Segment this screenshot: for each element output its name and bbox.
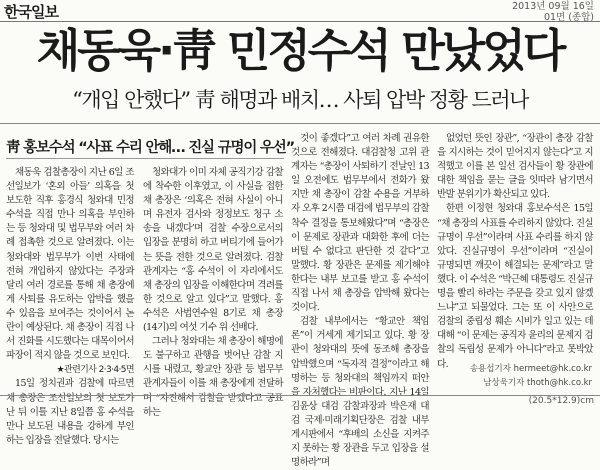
sidebar-divider xyxy=(6,158,284,159)
article-paragraph: 검찰 내부에서는 “황교안 책임론”이 거세게 제기되고 있다. 황 장관이 청와대의 뜻에 동조해 총장을 압박했으며 “독자적 결정”이라고 해명하는 등 청와대의 책임까지 떠안을 자처했다는 비판이다. 지난 14일 김윤상 대검 감찰과장과 박은재 대검 국제·미래기획단장은 검찰 내부게시판에서 “후배의 소신을 지켜주지 못하는 황 장관을 두고 입장을 설명하라”며 xyxy=(291,316,429,469)
clipping-size-note: (20.5*12.9)cm xyxy=(528,396,594,406)
reporter-credit: 송용섭기자 hermeet@hk.co.kr xyxy=(469,364,592,374)
article-paragraph: 한편 이정현 청와대 홍보수석은 15일 “채 총장의 사표를 수리하지 않았다. 진실 규명이 우선”이라며 사표 수리를 하지 않았다. 진실규명이 우선”이라며 “진실이 규명되면 깨끗이 해결되는 문제”라고 말했다. 이 수석은 “박근혜 대통령도 진실규명을 빨리 하라는 주문을 갖고 있지 않겠느냐”고 되물었다. 그는 또 이 사안으로 검찰의 중립성 훼손 시비가 일고 있는 데 대해 “이 문제는 공직자 윤리의 문제지 검찰의 독립성 문제가 아니다”라고 못박았다. xyxy=(437,203,594,370)
headline: 채동욱·靑 민정수석 만났었다 xyxy=(36,24,564,77)
page-number: 01면 (종합) xyxy=(543,12,594,23)
subheadline: “개입 안했다” 靑 해명과 배치… 사퇴 압박 정황 드러나 xyxy=(72,88,528,112)
article-column-3 xyxy=(291,132,429,469)
issue-date: 2013년 09월 16일 xyxy=(512,1,594,12)
newspaper-masthead: 한국일보 xyxy=(4,3,58,21)
star-icon: ★ xyxy=(56,365,64,376)
top-divider xyxy=(0,21,600,22)
article-paragraph: 15일 정치권과 검찰에 따르면 채 총장은 조선일보의 첫 보도가 난 뒤 이틀 지난 8일쯤 홍 수석을 만나 보도된 내용을 강하게 부인하는 입장을 전달했다. 당시는 xyxy=(6,378,134,446)
headline-divider xyxy=(0,123,600,124)
article-column-2 xyxy=(143,166,283,418)
article-column-1 xyxy=(6,166,134,446)
article-paragraph: 채동욱 검찰총장이 지난 6일 조선일보가 ‘혼외 아들’ 의혹을 첫 보도한 직후 홍경식 청와대 민정수석을 직접 만나 의혹을 부인하는 등 청와대 및 법무부와 여러 차례 접촉한 것으로 알려졌다. 이는 청와대와 법무부가 이번 사태에 전혀 개입하지 않았다는 주장과 달리 여러 경로를 통해 채 총장에게 사퇴를 유도하는 압박을 했을 수 있음을 보여주는 것이어서 논란이 예상된다. 채 총장이 직접 나서 진화를 시도했다는 대목이어서 파장이 적지 않을 것으로 보인다. xyxy=(6,167,134,362)
article-paragraph: 것이 좋겠다”고 여러 차례 권유한 것으로 전해졌다. 대검찰청 고위 관계자는 “총장이 사퇴하기 전날인 13일 오전에도 법무부에서 전화가 왔지만 채 총장이 감찰 수용을 거부하자 오후 2시쯤 대검에 법무부의 감찰 착수 결정을 통보해왔다”며 “총장은 이 문제로 장관과 대화한 후에 더는 버틸 수 없다고 판단한 것 같다”고 말했다. 황 장관은 문제를 제기해야 한다는 내부 보고를 받고 홍 수석이 직접 나서 채 총장을 압박해 왔다는 것이다. xyxy=(291,133,429,314)
article-paragraph: 그러나 청와대는 채 총장이 해명에도 불구하고 관행을 벗어난 감찰 지시를 내렸고, 황교안 장관 등 법무부 관계자들이 이를 채 총장에게 전달하며 “자진해서 감찰을 받겠다고 공표하는 xyxy=(143,336,283,418)
article-paragraph: 없었던 뜻인 장관”, “장관이 총장 감찰을 지시하는 것이 믿어지지 않는다”고 지적했고 이를 본 일선 검사들이 황 장관에 대한 책임을 묻는 글을 잇따라 남기면서 반발 분위기가 확산되고 있다. xyxy=(437,133,593,201)
sidebar-title: 靑 홍보수석 “사표 수리 안해… 진실 규명이 우선” xyxy=(6,140,294,156)
bottom-divider xyxy=(0,395,600,396)
article-paragraph: 청와대가 이미 자체 공직기강 감찰에 착수한 이후였고, 이 사실을 접한 채 총장은 ‘의혹은 전혀 사실이 아니며 유전자 검사와 정정보도 청구 소송을 내겠다’며 검찰 수장으로서의 입장을 분명히 하고 버티기에 들어가는 뜻을 전한 것으로 알려졌다. 검찰 관계자는 “홍 수석이 이 자리에서도 채 총장의 입장을 이해한다며 격려를 한 것으로 알고 있다”고 말했다. 홍 수석은 사법연수원 8기로 채 총장(14기)의 여섯 기수 위 선배다. xyxy=(143,167,283,334)
related-articles-reference: ★관련기사 2·3·4·5면 xyxy=(56,365,134,376)
reporter-credit: 남상욱기자 thoth@hk.co.kr xyxy=(483,378,592,388)
byline xyxy=(470,362,592,390)
dateline xyxy=(512,1,594,23)
